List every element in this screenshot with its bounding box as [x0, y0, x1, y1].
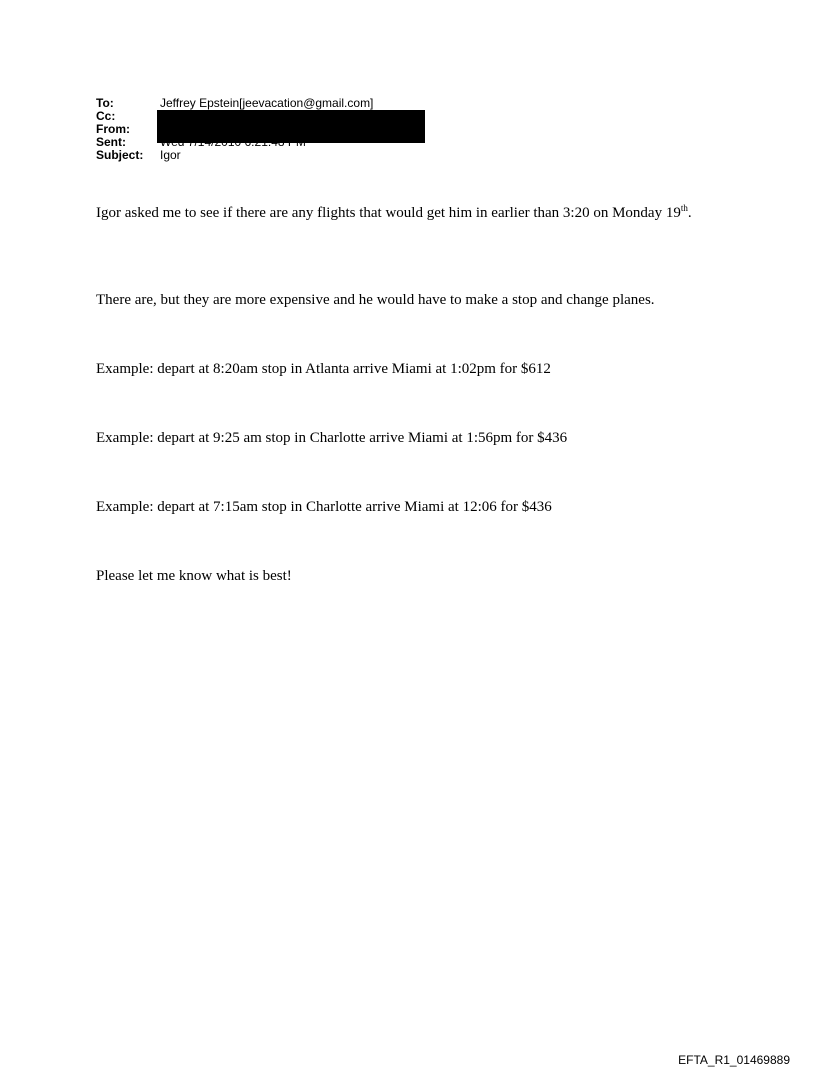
body-paragraph-2: There are, but they are more expensive and he would have to make a stop and change planes. — [96, 292, 655, 308]
subject-row — [96, 149, 496, 162]
cc-label: Cc: — [96, 109, 116, 123]
from-label: From: — [96, 122, 130, 136]
ordinal-suffix: th — [680, 203, 688, 213]
body-paragraph-1 — [96, 205, 736, 222]
example-line-3: Example: depart at 7:15am stop in Charlotte arrive Miami at 12:06 for $436 — [96, 499, 552, 515]
to-row — [96, 97, 496, 110]
paragraph-1-period: . — [687, 205, 692, 221]
example-line-1: Example: depart at 8:20am stop in Atlanta arrive Miami at 1:02pm for $612 — [96, 361, 551, 377]
redaction-block — [157, 110, 425, 143]
closing-line: Please let me know what is best! — [96, 568, 292, 584]
subject-label: Subject: — [96, 148, 144, 162]
sent-label: Sent: — [96, 135, 126, 149]
paragraph-1-text: Igor asked me to see if there are any flights that would get him in earlier than 3:20 on Monday 19 — [96, 205, 681, 221]
to-label: To: — [96, 96, 114, 110]
subject-value: Igor — [160, 148, 181, 162]
to-value: Jeffrey Epstein[jeevacation@gmail.com] — [160, 96, 374, 110]
example-line-2: Example: depart at 9:25 am stop in Charlotte arrive Miami at 1:56pm for $436 — [96, 430, 568, 446]
document-id: EFTA_R1_01469889 — [678, 1053, 790, 1067]
